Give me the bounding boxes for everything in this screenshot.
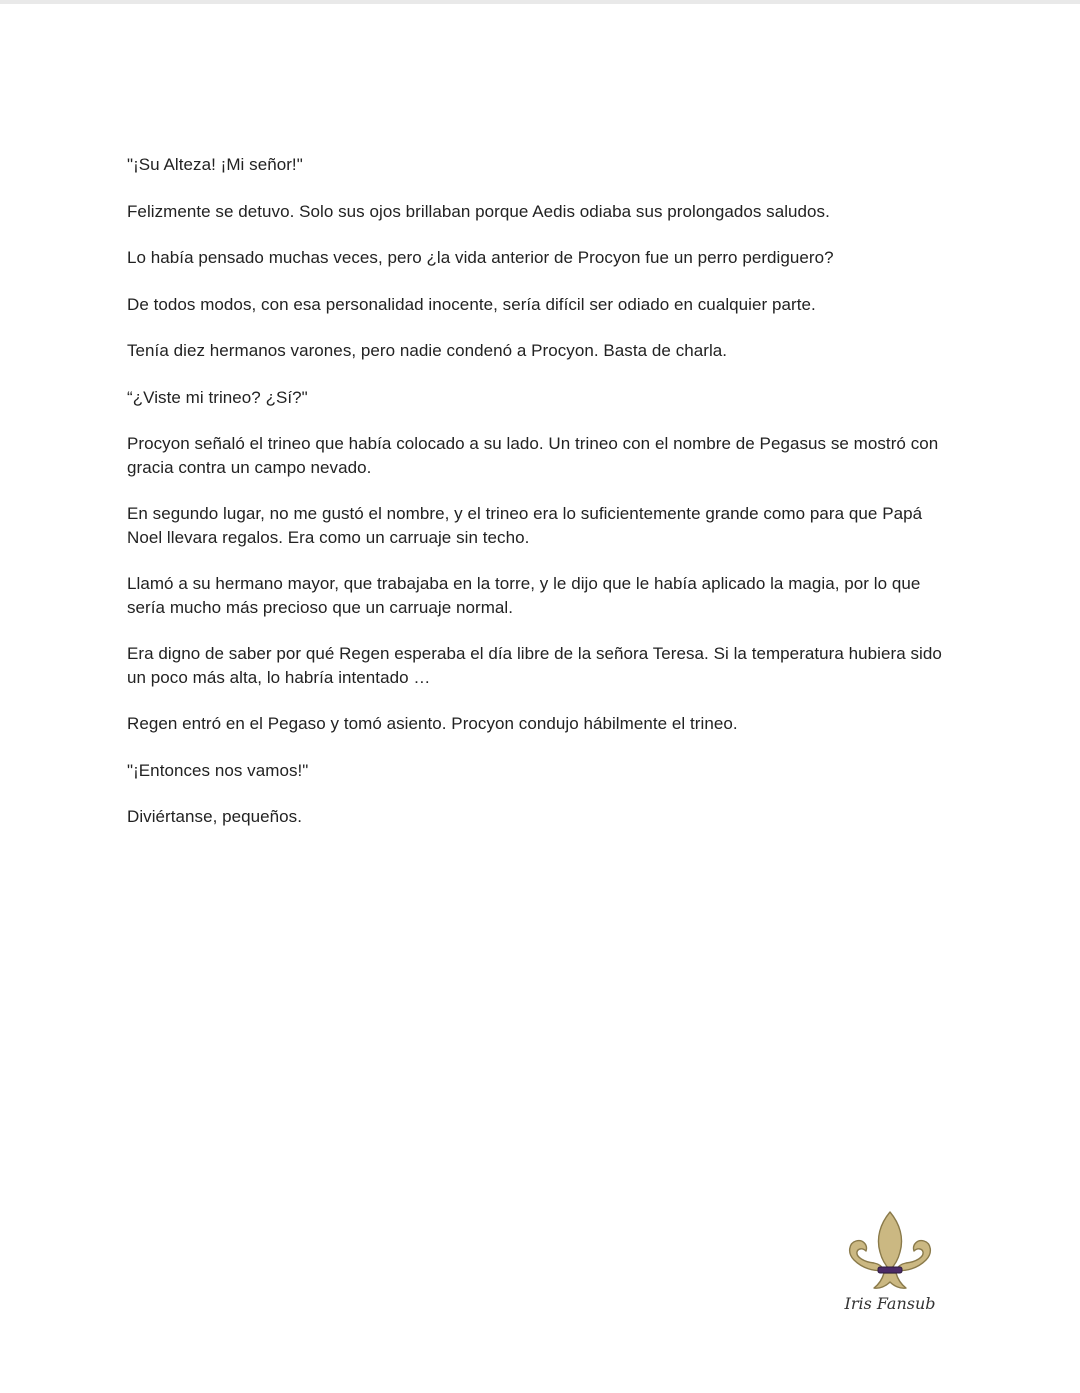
paragraph: Procyon señaló el trineo que había colocado a su lado. Un trineo con el nombre de Pegasus se mostró con gracia contra un campo nevado. xyxy=(127,434,939,477)
page-top-edge xyxy=(0,0,1080,4)
paragraph: "¡Entonces nos vamos!" xyxy=(127,760,309,780)
watermark-text: Iris Fansub xyxy=(844,1294,936,1313)
paragraph: Diviértanse, pequeños. xyxy=(127,807,302,826)
paragraph: Era digno de saber por qué Regen esperaba el día libre de la señora Teresa. Si la temperatura hubiera sido un poco más alta, lo habría intentado … xyxy=(127,644,942,687)
paragraph: De todos modos, con esa personalidad inocente, sería difícil ser odiado en cualquier parte. xyxy=(127,294,816,314)
paragraph: Tenía diez hermanos varones, pero nadie condenó a Procyon. Basta de charla. xyxy=(127,341,728,360)
paragraph: Lo había pensado muchas veces, pero ¿la vida anterior de Procyon fue un perro perdiguero? xyxy=(127,248,834,267)
paragraph: "¡Su Alteza! ¡Mi señor!" xyxy=(127,155,303,174)
paragraph: Felizmente se detuvo. Solo sus ojos brillaban porque Aedis odiaba sus prolongados saludos. xyxy=(127,201,830,221)
watermark-logo xyxy=(840,1210,940,1320)
paragraph: Llamó a su hermano mayor, que trabajaba en la torre, y le dijo que le había aplicado la magia, por lo que sería mucho más precioso que un carruaje normal. xyxy=(127,574,921,617)
paragraph: Regen entró en el Pegaso y tomó asiento. Procyon condujo hábilmente el trineo. xyxy=(127,714,738,733)
document-page xyxy=(127,153,957,852)
paragraph: “¿Viste mi trineo? ¿Sí?" xyxy=(127,387,308,407)
fleur-de-lis-icon xyxy=(844,1210,936,1294)
paragraph: En segundo lugar, no me gustó el nombre, y el trineo era lo suficientemente grande como para que Papá Noel llevara regalos. Era como un carruaje sin techo. xyxy=(127,504,923,547)
